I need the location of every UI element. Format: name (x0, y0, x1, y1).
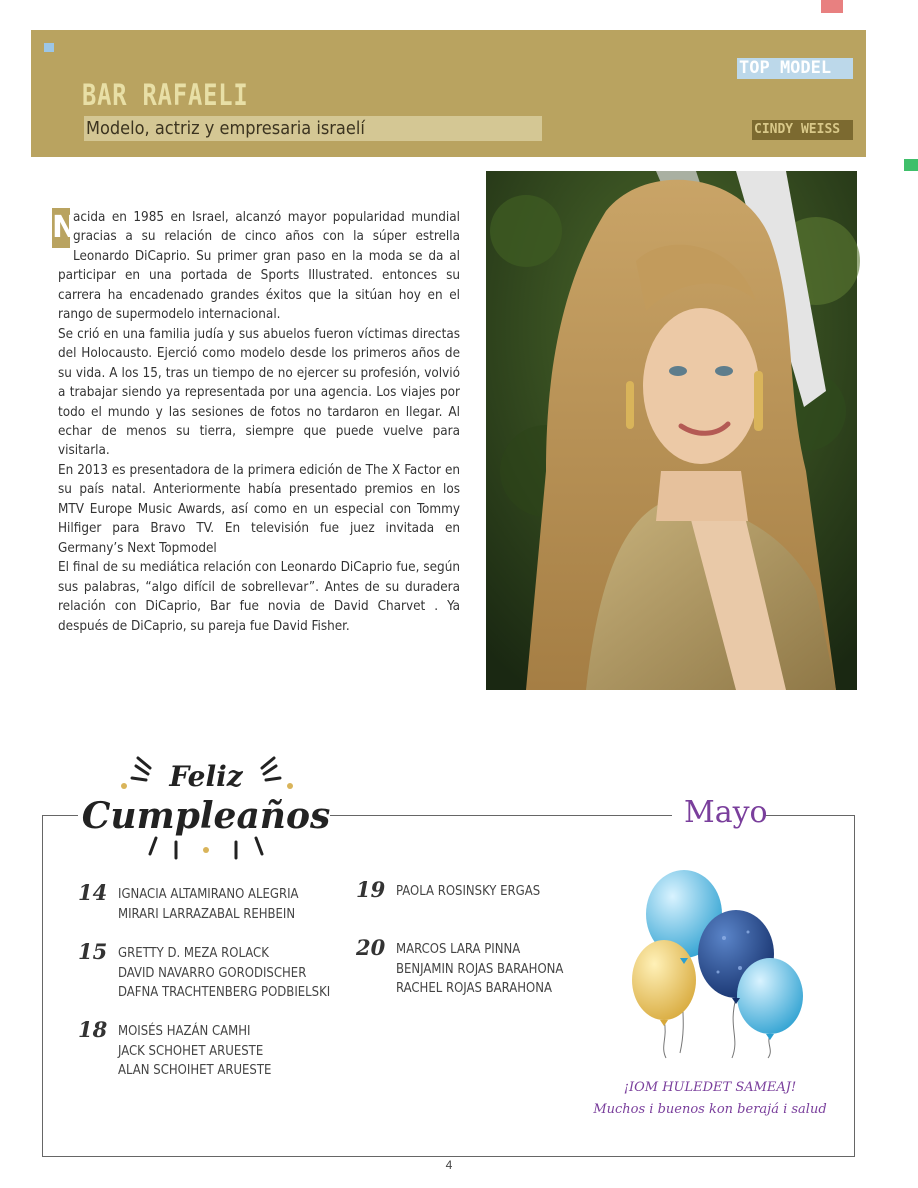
birthday-name: MARCOS LARA PINNA (396, 942, 521, 957)
box-top-border-right (765, 815, 855, 816)
birthday-name: GRETTY D. MEZA ROLACK (118, 946, 269, 961)
birthday-day: 19 (356, 877, 386, 902)
birthday-day: 15 (78, 939, 108, 964)
drop-cap: N (52, 208, 70, 248)
birthday-day: 20 (356, 935, 386, 960)
article-title: BAR RAFAELI (82, 78, 249, 112)
birthday-month: Mayo (684, 795, 768, 830)
article-paragraph: Se crió en una familia judía y sus abuelos fueron víctimas directas del Holocausto. Ejerció como modelo desde los primeros años de su vida. A los 15, tras un tiempo de no ejercer su profesión, volvió a trabajar siendo ya representada por una agencia. Los viajes por todo el mundo y las sesiones de fotos no tardaron en llegar. Al echar de menos su tierra, siempre que puede vuelve para visitarla. (58, 326, 460, 459)
birthday-name: PAOLA ROSINSKY ERGAS (396, 884, 541, 899)
decorative-square-blue (44, 43, 54, 52)
birthday-name: BENJAMIN ROJAS BARAHONA (396, 961, 564, 977)
page-number: 4 (445, 1158, 453, 1172)
birthday-name: DAVID NAVARRO GORODISCHER (118, 965, 307, 981)
birthday-name: RACHEL ROJAS BARAHONA (396, 981, 552, 996)
article-body (52, 208, 460, 636)
section-badge: TOP MODEL (737, 58, 853, 79)
decorative-square-pink (821, 0, 843, 13)
portrait-photo (486, 171, 857, 690)
birthday-name: DAFNA TRACHTENBERG PODBIELSKI (118, 985, 331, 1000)
birthday-names (118, 885, 299, 924)
birthday-message-wish: Muchos i buenos kon berajá i salud (593, 1102, 827, 1117)
birthday-names (396, 940, 563, 999)
article-paragraph: En 2013 es presentadora de la primera edición de The X Factor en su país natal. Anteriormente había presentado premios en los MTV Europe Music Awards, así como en un especial con Tommy Hilfiger para Bravo TV. En televisión fue juez invitada en Germany’s Next Topmodel (58, 462, 460, 556)
birthday-names (118, 944, 330, 1003)
box-top-border-middle (330, 815, 672, 816)
decorative-square-green (904, 159, 918, 171)
banner-line-1: Feliz (169, 760, 243, 793)
banner-line-2: Cumpleaños (81, 795, 331, 837)
balloons-illustration (628, 868, 808, 1058)
birthday-names (396, 882, 540, 902)
birthday-name: MOISÉS HAZÁN CAMHI (118, 1024, 251, 1039)
birthday-name: MIRARI LARRAZABAL REHBEIN (118, 906, 296, 922)
birthday-name: IGNACIA ALTAMIRANO ALEGRIA (118, 887, 299, 902)
article-subtitle: Modelo, actriz y empresaria israelí (84, 116, 542, 141)
birthday-day: 18 (78, 1017, 108, 1042)
birthday-name: JACK SCHOHET ARUESTE (118, 1043, 264, 1059)
article-paragraph: El final de su mediática relación con Leonardo DiCaprio fue, según sus palabras, “algo difícil de sobrellevar”. Antes de su duradera relación con DiCaprio, Bar fue novia de David Charvet . Ya después de DiCaprio, su pareja fue David Fisher. (58, 560, 460, 634)
birthday-message-title: ¡IOM HULEDET SAMEAJ! (623, 1080, 797, 1095)
birthday-names (118, 1022, 271, 1081)
birthday-day: 14 (78, 880, 108, 905)
birthday-name: ALAN SCHOIHET ARUESTE (118, 1063, 272, 1078)
author-badge: CINDY WEISS (752, 120, 853, 140)
box-top-border-left (42, 815, 78, 816)
article-paragraph: acida en 1985 en Israel, alcanzó mayor popularidad mundial gracias a su relación de cinco años con la súper estrella Leonardo DiCaprio. Su primer gran paso en la moda se da al participar en una portada de Sports Illustrated. entonces su carrera ha encadenado grandes éxitos que la sitúan hoy en el rango de supermodelo internacional. (58, 210, 460, 323)
